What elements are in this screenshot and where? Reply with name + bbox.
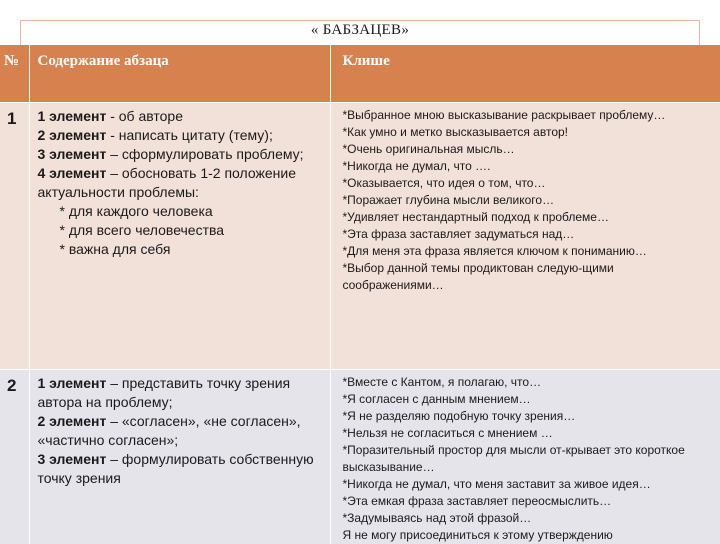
content-bullet: * для всего человечества: [59, 221, 225, 238]
header-content: Содержание абзаца: [29, 45, 330, 102]
cliche-line: *Я согласен с данным мнением…: [342, 391, 531, 406]
header-number: №: [0, 45, 29, 102]
paragraph-structure-table: [0, 45, 720, 544]
cliche-line: *Никогда не думал, что ….: [342, 158, 491, 173]
cliche-line: *Эта емкая фраза заставляет переосмыслить…: [342, 493, 612, 508]
cliche-line: *Оказывается, что идея о том, что…: [342, 175, 546, 190]
row-number: 1: [0, 102, 29, 369]
row-number: 2: [0, 369, 29, 544]
header-cliche: Клише: [330, 45, 720, 102]
cliche-line: *Эта фраза заставляет задуматься над…: [342, 226, 575, 241]
decorative-border-top: [20, 20, 700, 21]
cliche-cell: [330, 102, 720, 369]
cliche-line: *Задумываясь над этой фразой…: [342, 510, 532, 525]
content-line: 3 элемент – сформулировать проблему;: [37, 145, 304, 162]
content-line: 1 элемент - об авторе: [37, 107, 183, 124]
content-line: 3 элемент – формулировать собственную точку зрения: [37, 450, 314, 486]
cliche-line: *Поражает глубина мысли великого…: [342, 192, 555, 207]
table-header-row: [0, 45, 720, 102]
cliche-line: *Вместе с Кантом, я полагаю, что…: [342, 374, 542, 389]
content-line: 4 элемент – обосновать 1-2 положение актуальности проблемы:: [37, 164, 296, 200]
table-row: [0, 369, 720, 544]
cliche-line: *Как умно и метко высказывается автор!: [342, 124, 569, 139]
cliche-line: *Выбор данной темы продиктован следую-щими соображениями…: [342, 260, 614, 292]
page-title: « БАБЗАЦЕВ»: [310, 22, 410, 38]
paragraph-content-cell: [29, 102, 330, 369]
cliche-line: Я не могу присоединиться к этому утверждению: [342, 527, 613, 542]
cliche-line: *Нельзя не согласиться с мнением …: [342, 425, 553, 440]
cliche-line: *Очень оригинальная мысль…: [342, 141, 515, 156]
cliche-line: *Для меня эта фраза является ключом к пониманию…: [342, 243, 647, 258]
cliche-cell: [330, 369, 720, 544]
content-bullet: * для каждого человека: [59, 202, 213, 219]
cliche-line: *Никогда не думал, что меня заставит за живое идея…: [342, 476, 651, 491]
cliche-line: *Я не разделяю подобную точку зрения…: [342, 408, 576, 423]
cliche-line: *Удивляет нестандартный подход к проблеме…: [342, 209, 609, 224]
cliche-line: *Поразительный простор для мысли от-крывает это короткое высказывание…: [342, 442, 685, 474]
paragraph-content-cell: [29, 369, 330, 544]
cliche-line: *Выбранное мною высказывание раскрывает проблему…: [342, 107, 666, 122]
content-line: 2 элемент - написать цитату (тему);: [37, 126, 273, 143]
table-row: [0, 102, 720, 369]
content-bullet: * важна для себя: [59, 240, 171, 257]
content-line: 1 элемент – представить точку зрения автора на проблему;: [37, 374, 291, 410]
content-line: 2 элемент – «согласен», «не согласен», «частично согласен»;: [37, 412, 301, 448]
